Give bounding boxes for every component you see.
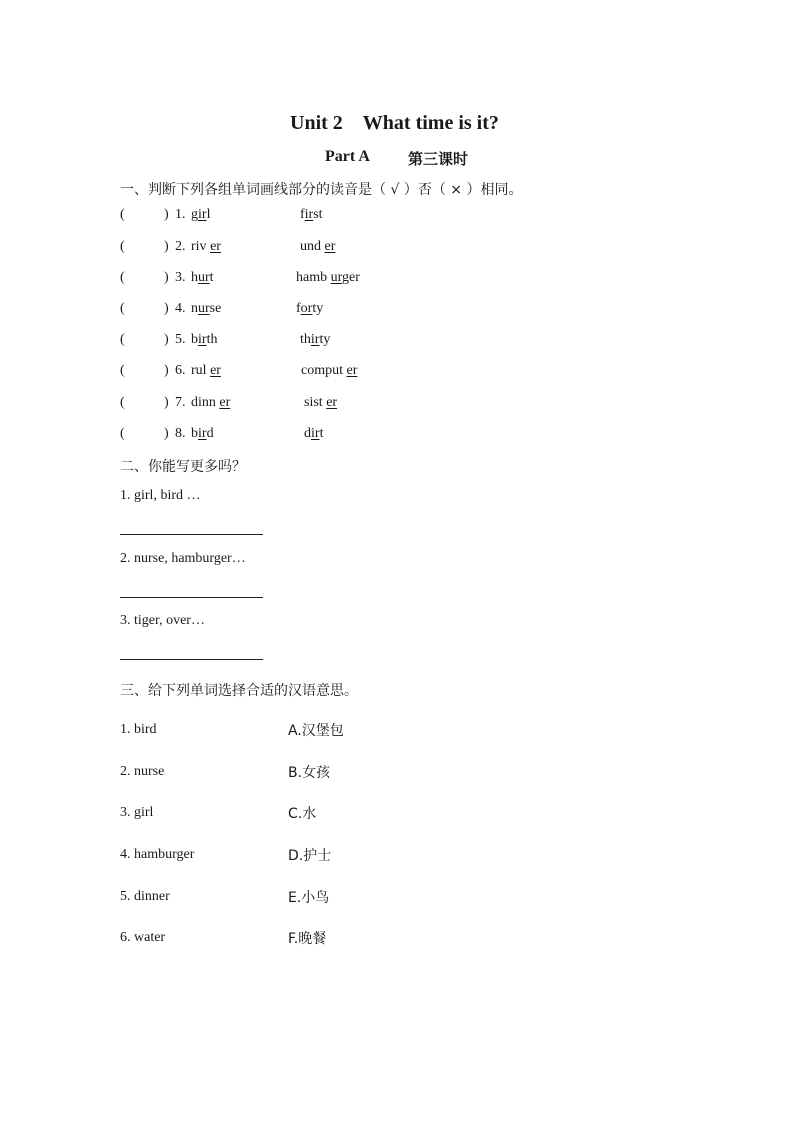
- word-part: g: [191, 207, 198, 222]
- word-part: se: [209, 301, 222, 316]
- answer-blank[interactable]: [128, 363, 160, 381]
- word: [191, 395, 230, 411]
- underlined-letters: ur: [198, 301, 210, 316]
- word: [304, 395, 337, 411]
- section2-heading: 二、你能写更多吗？: [120, 459, 246, 475]
- match-word: 5. dinner: [120, 889, 170, 904]
- answer-line[interactable]: [120, 659, 263, 660]
- match-meaning: F.晚餐: [288, 931, 327, 947]
- word-part: n: [191, 301, 198, 316]
- word: [191, 239, 221, 255]
- underlined-letters: er: [324, 239, 336, 254]
- underlined-letters: er: [346, 363, 358, 378]
- underlined-letters: ir: [198, 207, 207, 222]
- word-part: rul: [191, 363, 211, 378]
- word-part: th: [300, 332, 311, 347]
- match-meaning: D.护士: [288, 848, 332, 864]
- match-word: 1. bird: [120, 722, 157, 737]
- underlined-letters: ir: [304, 207, 314, 222]
- word-part: hamb: [296, 270, 331, 285]
- answer-bracket-open: (: [120, 332, 125, 347]
- item-number: 3.: [175, 270, 186, 285]
- word: [191, 270, 214, 286]
- answer-bracket-open: (: [120, 239, 125, 254]
- match-word: 6. water: [120, 930, 166, 945]
- word-part: l: [206, 207, 211, 222]
- answer-bracket-close: ): [164, 426, 169, 441]
- word-part: st: [313, 207, 323, 222]
- underlined-letters: ur: [330, 270, 343, 285]
- answer-bracket-close: ): [164, 332, 169, 347]
- answer-bracket-open: (: [120, 207, 125, 222]
- answer-bracket-open: (: [120, 301, 125, 316]
- match-word: 2. nurse: [120, 764, 165, 779]
- answer-bracket-close: ): [164, 301, 169, 316]
- word-part: sist: [304, 395, 327, 410]
- word-part: f: [300, 207, 305, 222]
- underlined-letters: ur: [198, 270, 210, 285]
- answer-line[interactable]: [120, 597, 263, 598]
- word-part: und: [300, 239, 325, 254]
- word: [191, 426, 214, 442]
- word-part: b: [191, 332, 198, 347]
- section2-item: 1. girl, bird …: [120, 488, 201, 503]
- answer-blank[interactable]: [128, 239, 160, 257]
- answer-blank[interactable]: [128, 332, 160, 350]
- answer-bracket-open: (: [120, 426, 125, 441]
- underlined-letters: er: [219, 395, 231, 410]
- answer-blank[interactable]: [128, 426, 160, 444]
- answer-blank[interactable]: [128, 301, 160, 319]
- item-number: 1.: [175, 207, 186, 222]
- lesson-label: 第三课时: [408, 150, 469, 168]
- item-number: 6.: [175, 363, 186, 378]
- word-part: f: [296, 301, 301, 316]
- match-meaning: C.水: [288, 806, 317, 822]
- answer-bracket-close: ): [164, 395, 169, 410]
- word-part: ty: [319, 332, 331, 347]
- section2-item: 3. tiger, over…: [120, 613, 205, 628]
- answer-blank[interactable]: [128, 270, 160, 288]
- word-part: ty: [312, 301, 324, 316]
- underlined-letters: er: [326, 395, 338, 410]
- answer-bracket-open: (: [120, 395, 125, 410]
- answer-blank[interactable]: [128, 395, 160, 413]
- item-number: 8.: [175, 426, 186, 441]
- section3-heading: 三、给下列单词选择合适的汉语意思。: [120, 683, 358, 699]
- word-part: t: [319, 426, 324, 441]
- word-part: b: [191, 426, 198, 441]
- underlined-letters: or: [300, 301, 313, 316]
- word-part: riv: [191, 239, 211, 254]
- word: [296, 301, 323, 317]
- word: [191, 301, 221, 317]
- match-word: 3. girl: [120, 805, 154, 820]
- answer-bracket-close: ): [164, 239, 169, 254]
- word-part: t: [209, 270, 214, 285]
- answer-bracket-open: (: [120, 270, 125, 285]
- underlined-letters: ir: [198, 332, 207, 347]
- word-part: dinn: [191, 395, 220, 410]
- word-part: comput: [301, 363, 347, 378]
- word: [191, 332, 217, 348]
- word-part: h: [191, 270, 198, 285]
- word: [300, 332, 330, 348]
- underlined-letters: ir: [198, 426, 207, 441]
- answer-line[interactable]: [120, 534, 263, 535]
- match-meaning: B.女孩: [288, 765, 331, 781]
- match-word: 4. hamburger: [120, 847, 195, 862]
- item-number: 5.: [175, 332, 186, 347]
- word: [300, 207, 323, 223]
- word: [191, 207, 210, 223]
- section2-item: 2. nurse, hamburger…: [120, 551, 246, 566]
- underlined-letters: er: [210, 363, 221, 378]
- answer-bracket-open: (: [120, 363, 125, 378]
- word-part: d: [304, 426, 311, 441]
- underlined-letters: er: [210, 239, 221, 254]
- match-meaning: E.小鸟: [288, 890, 330, 906]
- word: [300, 239, 335, 255]
- section1-heading: 一、判断下列各组单词画线部分的读音是（ √ ）否（ × ）相同。: [120, 182, 523, 198]
- answer-bracket-close: ): [164, 363, 169, 378]
- part-label: Part A: [325, 148, 370, 165]
- answer-blank[interactable]: [128, 207, 160, 225]
- word-part: th: [206, 332, 218, 347]
- word: [191, 363, 221, 379]
- underlined-letters: ir: [310, 332, 320, 347]
- item-number: 4.: [175, 301, 186, 316]
- word-part: ger: [342, 270, 360, 285]
- match-meaning: A.汉堡包: [288, 723, 344, 739]
- item-number: 7.: [175, 395, 186, 410]
- word: [304, 426, 323, 442]
- word: [301, 363, 357, 379]
- answer-bracket-close: ): [164, 270, 169, 285]
- page-title: Unit 2 What time is it?: [290, 112, 499, 134]
- item-number: 2.: [175, 239, 186, 254]
- word-part: d: [206, 426, 214, 441]
- word: [296, 270, 360, 286]
- underlined-letters: ir: [311, 426, 320, 441]
- answer-bracket-close: ): [164, 207, 169, 222]
